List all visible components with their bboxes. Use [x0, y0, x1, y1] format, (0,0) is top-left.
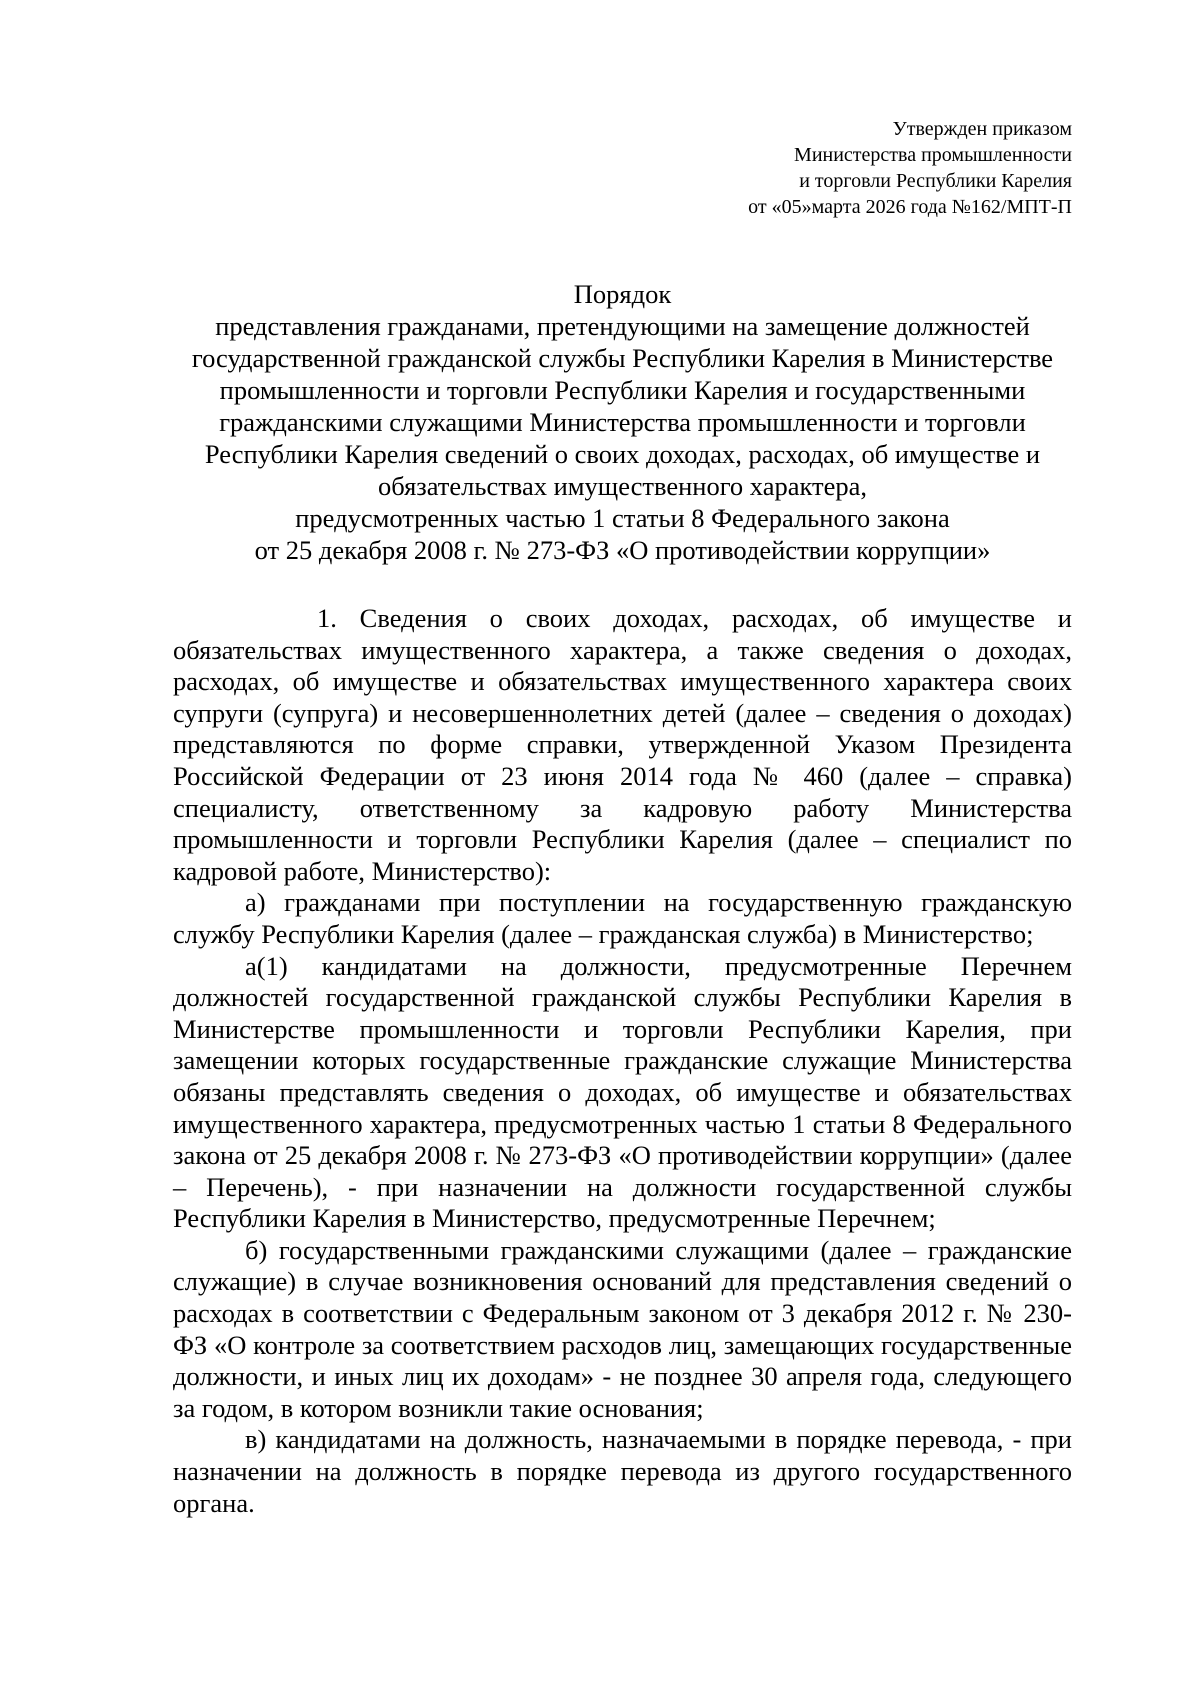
approval-line-1: Утвержден приказом: [892, 118, 1072, 140]
title-line: гражданскими служащими Министерства промышленности и торговли: [219, 407, 1026, 437]
document-title: [173, 278, 1072, 566]
approval-line-3: и торговли Республики Карелия: [799, 170, 1072, 192]
title-heading: Порядок: [573, 279, 672, 309]
title-line: обязательствах имущественного характера,: [378, 471, 867, 501]
approval-line-4: от «05»марта 2026 года №162/МПТ-П: [748, 196, 1072, 218]
approval-stamp: [748, 116, 1072, 220]
approval-line-2: Министерства промышленности: [794, 144, 1072, 166]
title-line: представления гражданами, претендующими на замещение должностей: [215, 311, 1030, 341]
title-line: государственной гражданской службы Республики Карелия в Министерстве: [191, 343, 1054, 373]
paragraph-item-b: б) государственными гражданскими служащими (далее – гражданские служащие) в случае возникновения оснований для представления сведений о расходах в соответствии с Федеральным законом от 3 декабря 2012 г. № 230-ФЗ «О контроле за соответствием расходов лиц, замещающих государственные должности, и иных лиц их доходам» - не позднее 30 апреля года, следующего за годом, в котором возникли такие основания;: [173, 1234, 1072, 1423]
title-line: промышленности и торговли Республики Карелия и государственными: [219, 375, 1026, 405]
title-line: от 25 декабря 2008 г. № 273-ФЗ «О противодействии коррупции»: [254, 535, 991, 565]
paragraph-1: 1. Сведения о своих доходах, расходах, об имуществе и обязательствах имущественного характера, а также сведения о доходах, расходах, об имуществе и обязательствах имущественного характера своих супруги (супруга) и несовершеннолетних детей (далее – сведения о доходах) представляются по форме справки, утвержденной Указом Президента Российской Федерации от 23 июня 2014 года № 460 (далее – справка) специалисту, ответственному за кадровую работу Министерства промышленности и торговли Республики Карелия (далее – специалист по кадровой работе, Министерство):: [173, 603, 1072, 886]
document-body: [173, 603, 1072, 1519]
paragraph-item-a: а) гражданами при поступлении на государственную гражданскую службу Республики Карелия (далее – гражданская служба) в Министерство;: [173, 887, 1072, 949]
title-line: Республики Карелия сведений о своих доходах, расходах, об имуществе и: [204, 439, 1041, 469]
paragraph-item-a1: а(1) кандидатами на должности, предусмотренные Перечнем должностей государственной гражданской службы Республики Карелия в Министерстве промышленности и торговли Республики Карелия, при замещении которых государственные гражданские служащие Министерства обязаны представлять сведения о доходах, об имуществе и обязательствах имущественного характера, предусмотренных частью 1 статьи 8 Федерального закона от 25 декабря 2008 г. № 273-ФЗ «О противодействии коррупции» (далее – Перечень), - при назначении на должности государственной службы Республики Карелия в Министерство, предусмотренные Перечнем;: [173, 950, 1072, 1234]
title-line: предусмотренных частью 1 статьи 8 Федерального закона: [295, 503, 950, 533]
paragraph-item-v: в) кандидатами на должность, назначаемыми в порядке перевода, - при назначении на должность в порядке перевода из другого государственного органа.: [173, 1424, 1072, 1518]
